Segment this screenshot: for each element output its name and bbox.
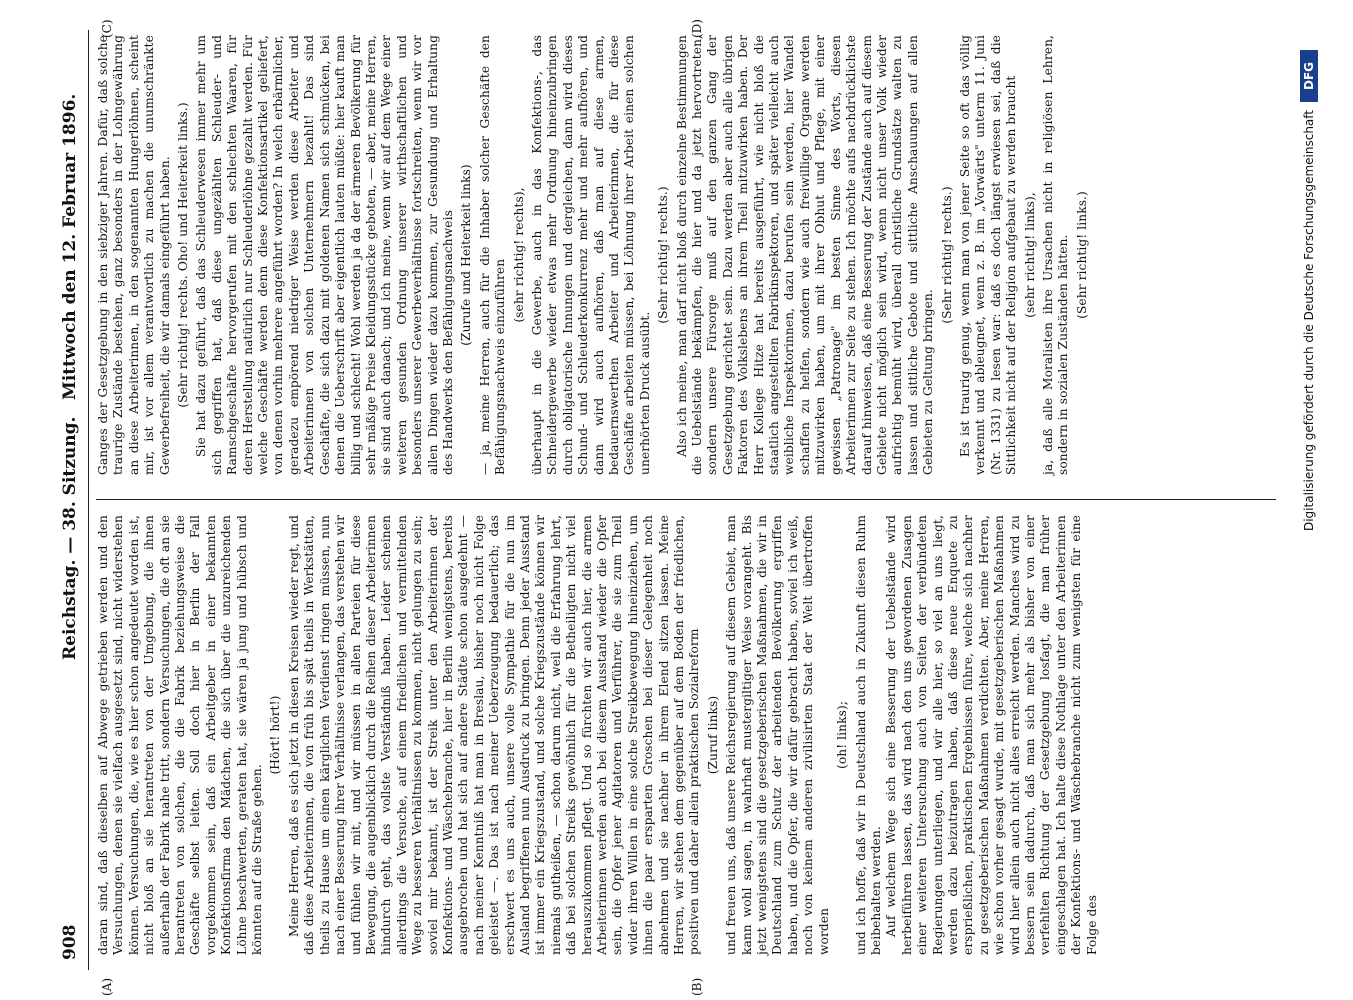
left-paragraph: und freuen uns, daß unsere Reichsregierung auf diesem Gebiet, man kann wohl sagen, in wahrhaft mustergiltiger Weise vorangeht. Bis jetzt wenigstens sind die gesetzgeberischen Maßnahmen, die wir in Deutschland zum Schutz der arbeitenden Bevölkerung ergriffen haben, und die Opfer, die wir dafür gebracht haben, soviel ich weiß, noch von keinem anderen zivilisirten Staat der Welt übertroffen worden xyxy=(724,515,831,955)
left-interjection: (oh! links); xyxy=(835,700,850,770)
digitization-credit xyxy=(1300,40,1320,960)
right-paragraph: Sie hat dazu geführt, daß das Schleuderwesen immer mehr um sich gegriffen hat, daß diese ungezählten Schleuder- und Ramschgeschäfte hervorgerufen mit den schlechten Waaren, für deren Herstellung natürlich nur Schleuderlöhne gezahlt werden. Für welche Geschäfte werden denn diese Konfektionsartikel geliefert, von denen vorhin mehrere angeführt worden? In welch erbärmlicher, geradezu empörend niedriger Weise werden diese Arbeiter und Arbeiterinnen von solchen Unternehmern bezahlt! Das sind Geschäfte, die sich dazu mit goldenen Namen sich schmücken, bei denen die Ueberschrift aber eigentlich lauten müßte: hier kauft man billig und schlecht! Wohl werden ja da der ärmeren Bevölkerung für sehr mäßige Preise Kleidungsstücke geboten, — aber, meine Herren, sie sind auch danach; und ich meine, wenn wir auf dem Wege einer weiteren gesunden Ordnung unserer wirthschaftlichen und besonders unserer Gewerbeverhältnisse fortschreiten, wenn wir vor allen Dingen wieder dazu kommen, zur Gesundung und Erhaltung des Handwerks den Befähigungsnachweis xyxy=(194,35,455,475)
right-interjection: (Sehr richtig! rechts. Oho! und Heiterkeit links.) xyxy=(176,102,191,408)
right-paragraph: Es ist traurig genug, wenn man von jener Seite so oft das völlig verkennt und ableugnet, wenn z. B. im „Vorwärts" unterm 11. Juni (Nr. 1331) zu lesen war: daß es doch längst erwiesen sei, daß die Sittlichkeit nicht auf der Religion aufgebaut zu werden braucht xyxy=(957,35,1019,475)
left-text-column xyxy=(96,515,1100,955)
right-paragraph: Also ich meine, man darf nicht bloß durch einzelne Bestimmungen die Uebelstände bekämpfen, die hier und da jetzt hervortreten, sondern unsere Fürsorge muß auf den ganzen Gang der Gesetzgebung gerichtet sein. Dazu werden aber auch alle übrigen Faktoren des Volkslebens an ihrem Theil mitzuwirken haben. Der Herr Kollege Hitze hat bereits ausgeführt, wie nicht bloß die staatlich angestellten Fabrikinspektoren, und später vielleicht auch weibliche Inspektorinnen, dazu berufen sein werden, hier Wandel schaffen zu helfen, sondern wie auch freiwillige Organe werden mitzuwirken haben, um mit ihrer Obhut und Pflege, mit einer gewissen „Patronage" im besten Sinne des Worts, diesen Arbeiterinnen zur Seite zu stehen. Ich möchte aufs nachdrücklichste darauf hinweisen, daß eine Besserung der Zustände auch auf diesem Gebiete nicht möglich sein wird, wenn nicht unser Volk wieder aufrichtig bemüht wird, überall christliche Grundsätze walten zu lassen und sittliche Gebote und sittliche Anschauungen auf allen Gebieten zu Geltung bringen. xyxy=(674,35,936,475)
right-interjection: (Sehr richtig! links.) xyxy=(1074,191,1089,319)
margin-marker-b: (B) xyxy=(690,977,704,996)
margin-marker-c: (C) xyxy=(100,19,114,38)
margin-marker-d: (D) xyxy=(690,19,704,38)
right-interjection: (Sehr richtig! rechts.) xyxy=(939,186,954,324)
page-header xyxy=(52,40,92,960)
right-text-column xyxy=(96,35,1093,475)
header-rule xyxy=(88,30,89,970)
left-paragraph: und ich hoffe, daß wir in Deutschland auch in Zukunft diesen Ruhm beibehalten werden. xyxy=(853,515,883,955)
right-paragraph: überhaupt in die Gewerbe, auch in das Konfektions-, das Schneidergewerbe wieder etwas mehr Ordnung hineinzubringen durch obligatorische Innungen und dergleichen, dann wird dieses Schund- und Schleuderkonkurrenz mehr und mehr aufhören, und dann wird auch aufhören, daß man auf diese armen, bedauernswerthen Arbeiter und Arbeiterinnen, die für diese Geschäfte arbeiten müssen, bei Löhnung ihrer Arbeit einen solchen unerhörten Druck ausübt. xyxy=(529,35,652,475)
margin-marker-a: (A) xyxy=(100,977,114,996)
right-interjection: (Zurufe und Heiterkeit links) xyxy=(459,164,474,346)
digitization-note: Digitalisierung gefördert durch die Deutsche Forschungsgemeinschaft xyxy=(1302,110,1316,532)
session-date: Mittwoch den 12. Februar 1896. xyxy=(60,93,80,400)
right-interjection: (sehr richtig! rechts), xyxy=(511,187,526,323)
column-divider xyxy=(96,499,1276,500)
right-paragraph: — ja, meine Herren, auch für die Inhaber solcher Geschäfte den Befähigungsnachweis einzuführen xyxy=(477,35,508,475)
right-paragraph: Ganges der Gesetzgebung in den siebziger Jahren. Dafür, daß solche traurige Zustände bestehen, ganz besonders in der Lohngewährung an diese Arbeiterinnen, in den sogenannten Hungerlöhnen, scheint mir, ist vor allem verantwortlich zu machen die unumschränkte Gewerbefreiheit, die wir damals eingeführt haben. xyxy=(96,35,172,475)
left-interjection: (Hört! hört!) xyxy=(268,695,283,775)
left-interjection: (Zuruf links) xyxy=(705,695,720,775)
session-title: Reichstag. — 38. Sitzung. xyxy=(60,416,80,660)
left-paragraph: Meine Herren, daß es sich jetzt in diesen Kreisen wieder regt, und daß diese Arbeiterinnen, die von früh bis spät theils in Werkstätten, theils zu Hause um einen kärglichen Verdienst ringen müssen, nun nach einer Besserung ihrer Verhältnisse verlangen, das verstehen wir und fühlen wir mit, und wir müssen in allen Parteien für diese Bewegung, die augenblicklich durch die Reihen dieser Arbeiterinnen hindurch geht, das vollste Verständniß haben. Leider scheinen allerdings die Versuche, auf einem friedlichen und vermittelnden Wege zu besseren Verhältnissen zu kommen, nicht gelungen zu sein; soviel mir bekannt, ist der Streik unter den Arbeiterinnen der Konfektions- und Wäschebranche, hier in Berlin wenigstens, bereits ausgebrochen und hat sich auf andere Städte schon ausgedehnt — nach meiner Kenntniß hat man in Breslau, bisher noch nicht Folge geleistet —. Das ist nach meiner Ueberzeugung bedauerlich; das erschwert es uns auch, unsere volle Sympathie für die nun im Ausland begriffenen nun Ausdruck zu bringen. Denn jeder Ausstand ist immer ein Kriegszustand, und solche Kriegszustände können wir niemals gutheißen, — schon darum nicht, weil die Erfahrung lehrt, daß bei solchen Streiks gewöhnlich für die Betheiligten nicht viel herauszukommen pflegt. Und so fürchten wir auch hier, die armen Arbeiterinnen werden auch bei diesem Ausstand wieder die Opfer sein, die Opfer jener Agitatoren und Verführer, die sie zum Theil wider ihren Willen in eine solche Streikbewegung hineinziehen, um ihnen die paar ersparten Groschen bei dieser Gelegenheit noch abnehmen und sie nachher in ihrem Elend sitzen lassen. Meine Herren, wir stehen dem gegenüber auf dem Boden der friedlichen, positiven und daher allein praktischen Sozialreform xyxy=(286,515,702,955)
right-interjection: (Sehr richtig! rechts.) xyxy=(656,186,671,324)
right-interjection: (sehr richtig! links), xyxy=(1022,192,1037,318)
right-paragraph: ja, daß alle Moralisten ihre Ursachen nicht in religiösen Lehren, sondern in sozialen Zuständen hätten. xyxy=(1040,35,1071,475)
page-number: 908 xyxy=(60,924,80,960)
dfg-logo: DFG xyxy=(1300,50,1318,102)
left-paragraph: daran sind, daß dieselben auf Abwege getrieben werden und den Versuchungen, denen sie vielfach ausgesetzt sind, nicht widerstehen können. Versuchungen, die, wie es hier schon angedeutet worden ist, nicht bloß an sie herantreten von der Umgebung, die ihnen außerhalb der Fabrik nahe tritt, sondern Versuchungen, die oft an sie herantreten von solchen, die die Fabrik beziehungsweise die Geschäfte selbst leiten. Soll doch hier in Berlin der Fall vorgekommen sein, daß ein Arbeitgeber in einer bekannten Konfektionsfirma den Mädchen, die sich über die unzureichenden Löhne beschwerten, geraten hat, sie wären ja jung und hübsch und könnten auf die Straße gehen. xyxy=(96,515,265,955)
left-paragraph: Auf welchem Wege sich eine Besserung der Uebelstände wird herbeiführen lassen, das wird nach den uns gewordenen Zusagen einer weiteren Untersuchung auch von Seiten der verbündeten Regierungen unterliegen, und wir alle hier, so viel an uns liegt, werden dazu beizutragen haben, daß diese neue Enquete zu ersprießlichen, praktischen Ergebnissen führe, welche sich nachher zu gesetzgeberischen Maßnahmen verdichten. Aber, meine Herren, wie schon vorher gesagt wurde, mit gesetzgeberischen Maßnahmen wird hier allein auch nicht alles erreicht werden. Manches wird zu bessern sein dadurch, daß man sich mehr als bisher von einer verfehlten Richtung der Gesetzgebung losfagt, die man früher eingeschlagen hat. Ich halte diese Nothlage unter den Arbeiterinnen der Konfektions- und Wäschebranche nicht zum wenigsten für eine Folge des xyxy=(884,515,1099,955)
